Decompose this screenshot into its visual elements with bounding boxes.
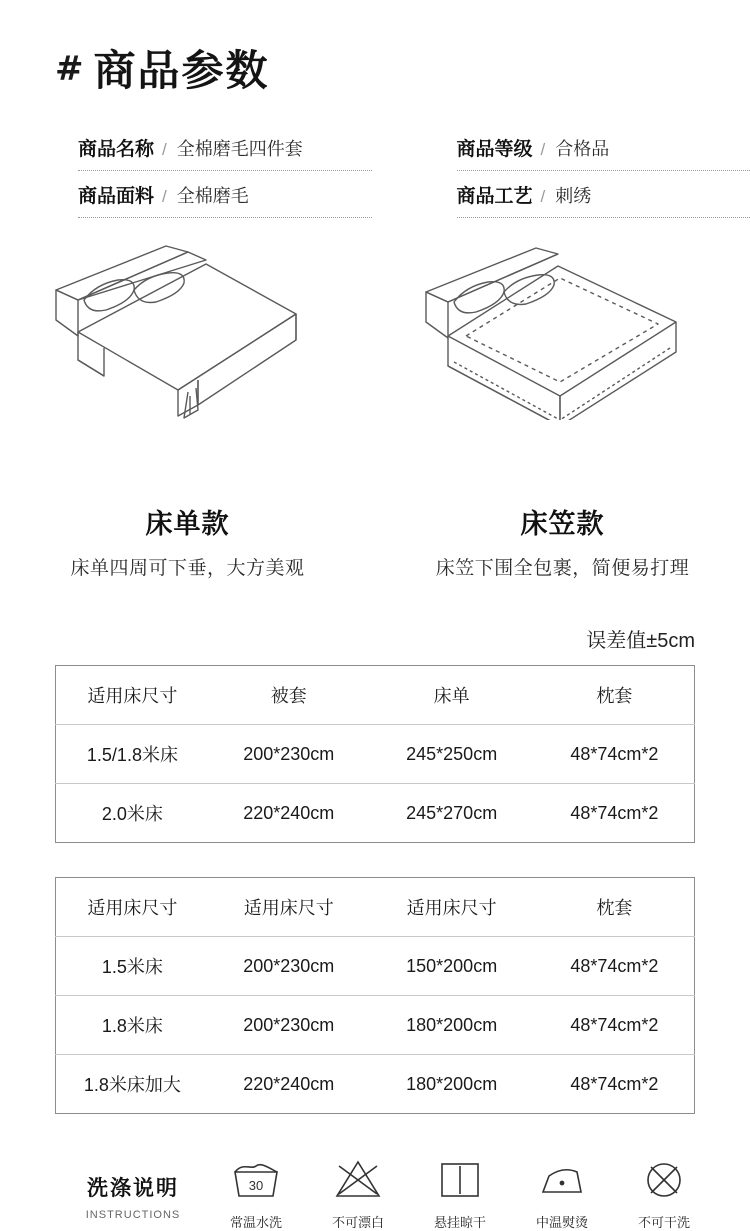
caption-flat-sheet <box>0 502 375 580</box>
table-cell: 1.8米床 <box>56 996 209 1055</box>
spec-value: 合格品 <box>555 135 609 161</box>
table-cell: 220*240cm <box>209 784 369 843</box>
table-cell: 200*230cm <box>209 937 369 996</box>
illustration-fitted-sheet <box>375 240 750 500</box>
illustration-captions <box>0 502 750 580</box>
wash-item-no-bleach <box>320 1156 396 1231</box>
spec-item-product-name <box>78 134 372 171</box>
table-row <box>56 1055 695 1114</box>
table-cell: 200*230cm <box>209 996 369 1055</box>
fitted-sheet-size-table <box>55 877 695 1114</box>
spec-list <box>0 92 750 218</box>
spec-value: 刺绣 <box>555 182 591 208</box>
spec-separator: / <box>162 187 167 207</box>
spec-item-craft <box>457 181 750 218</box>
table-cell: 2.0米床 <box>56 784 209 843</box>
no-bleach-icon <box>331 1156 385 1202</box>
spec-separator: / <box>541 187 546 207</box>
caption-fitted-sheet <box>375 502 750 580</box>
table-cell: 1.8米床加大 <box>56 1055 209 1114</box>
spec-separator: / <box>541 140 546 160</box>
page-header <box>0 0 750 92</box>
table-row <box>56 784 695 843</box>
table-row <box>56 725 695 784</box>
caption-title: 床笠款 <box>375 502 750 541</box>
wash-item-no-dry-clean <box>626 1156 702 1231</box>
spec-row <box>0 181 750 218</box>
wash-item-label: 不可干洗 <box>626 1212 702 1231</box>
spec-key: 商品名称 <box>78 134 154 161</box>
iron-medium-icon <box>535 1156 589 1202</box>
wash-item-label: 常温水洗 <box>218 1212 294 1231</box>
flat-sheet-bed-icon <box>38 240 338 420</box>
illustration-area <box>0 240 750 500</box>
table-cell: 48*74cm*2 <box>535 937 695 996</box>
wash-item-label: 中温熨烫 <box>524 1212 600 1231</box>
table-row <box>56 996 695 1055</box>
wash-instructions <box>0 1114 750 1231</box>
wash-title-zh: 洗涤说明 <box>48 1172 218 1202</box>
line-dry-icon <box>433 1156 487 1202</box>
table-cell: 220*240cm <box>209 1055 369 1114</box>
column-header: 适用床尺寸 <box>56 666 209 725</box>
table-cell: 48*74cm*2 <box>535 784 695 843</box>
column-header: 适用床尺寸 <box>56 878 209 937</box>
no-dry-clean-icon <box>637 1156 691 1202</box>
table-header-row <box>56 666 695 725</box>
bed-sheet-size-table <box>55 665 695 843</box>
column-header: 适用床尺寸 <box>369 878 535 937</box>
hash-icon: # <box>55 52 84 86</box>
table-header-row <box>56 878 695 937</box>
wash-instructions-title <box>48 1156 218 1221</box>
spec-value: 全棉磨毛 <box>177 182 249 208</box>
column-header: 床单 <box>369 666 535 725</box>
wash-icon-list <box>218 1156 702 1231</box>
caption-subtitle: 床单四周可下垂，大方美观 <box>0 553 375 580</box>
column-header: 枕套 <box>535 878 695 937</box>
wash-item-line-dry <box>422 1156 498 1231</box>
caption-title: 床单款 <box>0 502 375 541</box>
spec-key: 商品等级 <box>457 134 533 161</box>
spec-value: 全棉磨毛四件套 <box>177 135 303 161</box>
table-row <box>56 937 695 996</box>
tolerance-note: 误差值±5cm <box>0 624 750 653</box>
table-cell: 245*270cm <box>369 784 535 843</box>
spec-item-fabric <box>78 181 372 218</box>
illustration-flat-sheet <box>0 240 375 500</box>
table-cell: 180*200cm <box>369 1055 535 1114</box>
table-cell: 245*250cm <box>369 725 535 784</box>
wash-item-label: 悬挂晾干 <box>422 1212 498 1231</box>
wash-item-machine-wash <box>218 1156 294 1231</box>
fitted-sheet-bed-icon <box>408 240 718 420</box>
spec-separator: / <box>162 140 167 160</box>
spec-key: 商品工艺 <box>457 181 533 208</box>
caption-subtitle: 床笠下围全包裹，简便易打理 <box>375 553 750 580</box>
column-header: 枕套 <box>535 666 695 725</box>
table-cell: 48*74cm*2 <box>535 996 695 1055</box>
wash-temperature-value: 30 <box>249 1178 263 1193</box>
column-header: 适用床尺寸 <box>209 878 369 937</box>
table-cell: 1.5米床 <box>56 937 209 996</box>
wash-item-label: 不可漂白 <box>320 1212 396 1231</box>
column-header: 被套 <box>209 666 369 725</box>
table-cell: 180*200cm <box>369 996 535 1055</box>
table-cell: 48*74cm*2 <box>535 1055 695 1114</box>
spec-key: 商品面料 <box>78 181 154 208</box>
table-cell: 200*230cm <box>209 725 369 784</box>
table-cell: 1.5/1.8米床 <box>56 725 209 784</box>
table-cell: 48*74cm*2 <box>535 725 695 784</box>
wash-item-iron-medium <box>524 1156 600 1231</box>
spec-row <box>0 134 750 171</box>
page-title: 商品参数 <box>94 50 270 92</box>
table-spacer <box>0 843 750 865</box>
table-cell: 150*200cm <box>369 937 535 996</box>
spec-item-product-grade <box>457 134 750 171</box>
wash-tub-30-icon <box>229 1156 283 1202</box>
wash-title-en: INSTRUCTIONS <box>48 1209 218 1221</box>
